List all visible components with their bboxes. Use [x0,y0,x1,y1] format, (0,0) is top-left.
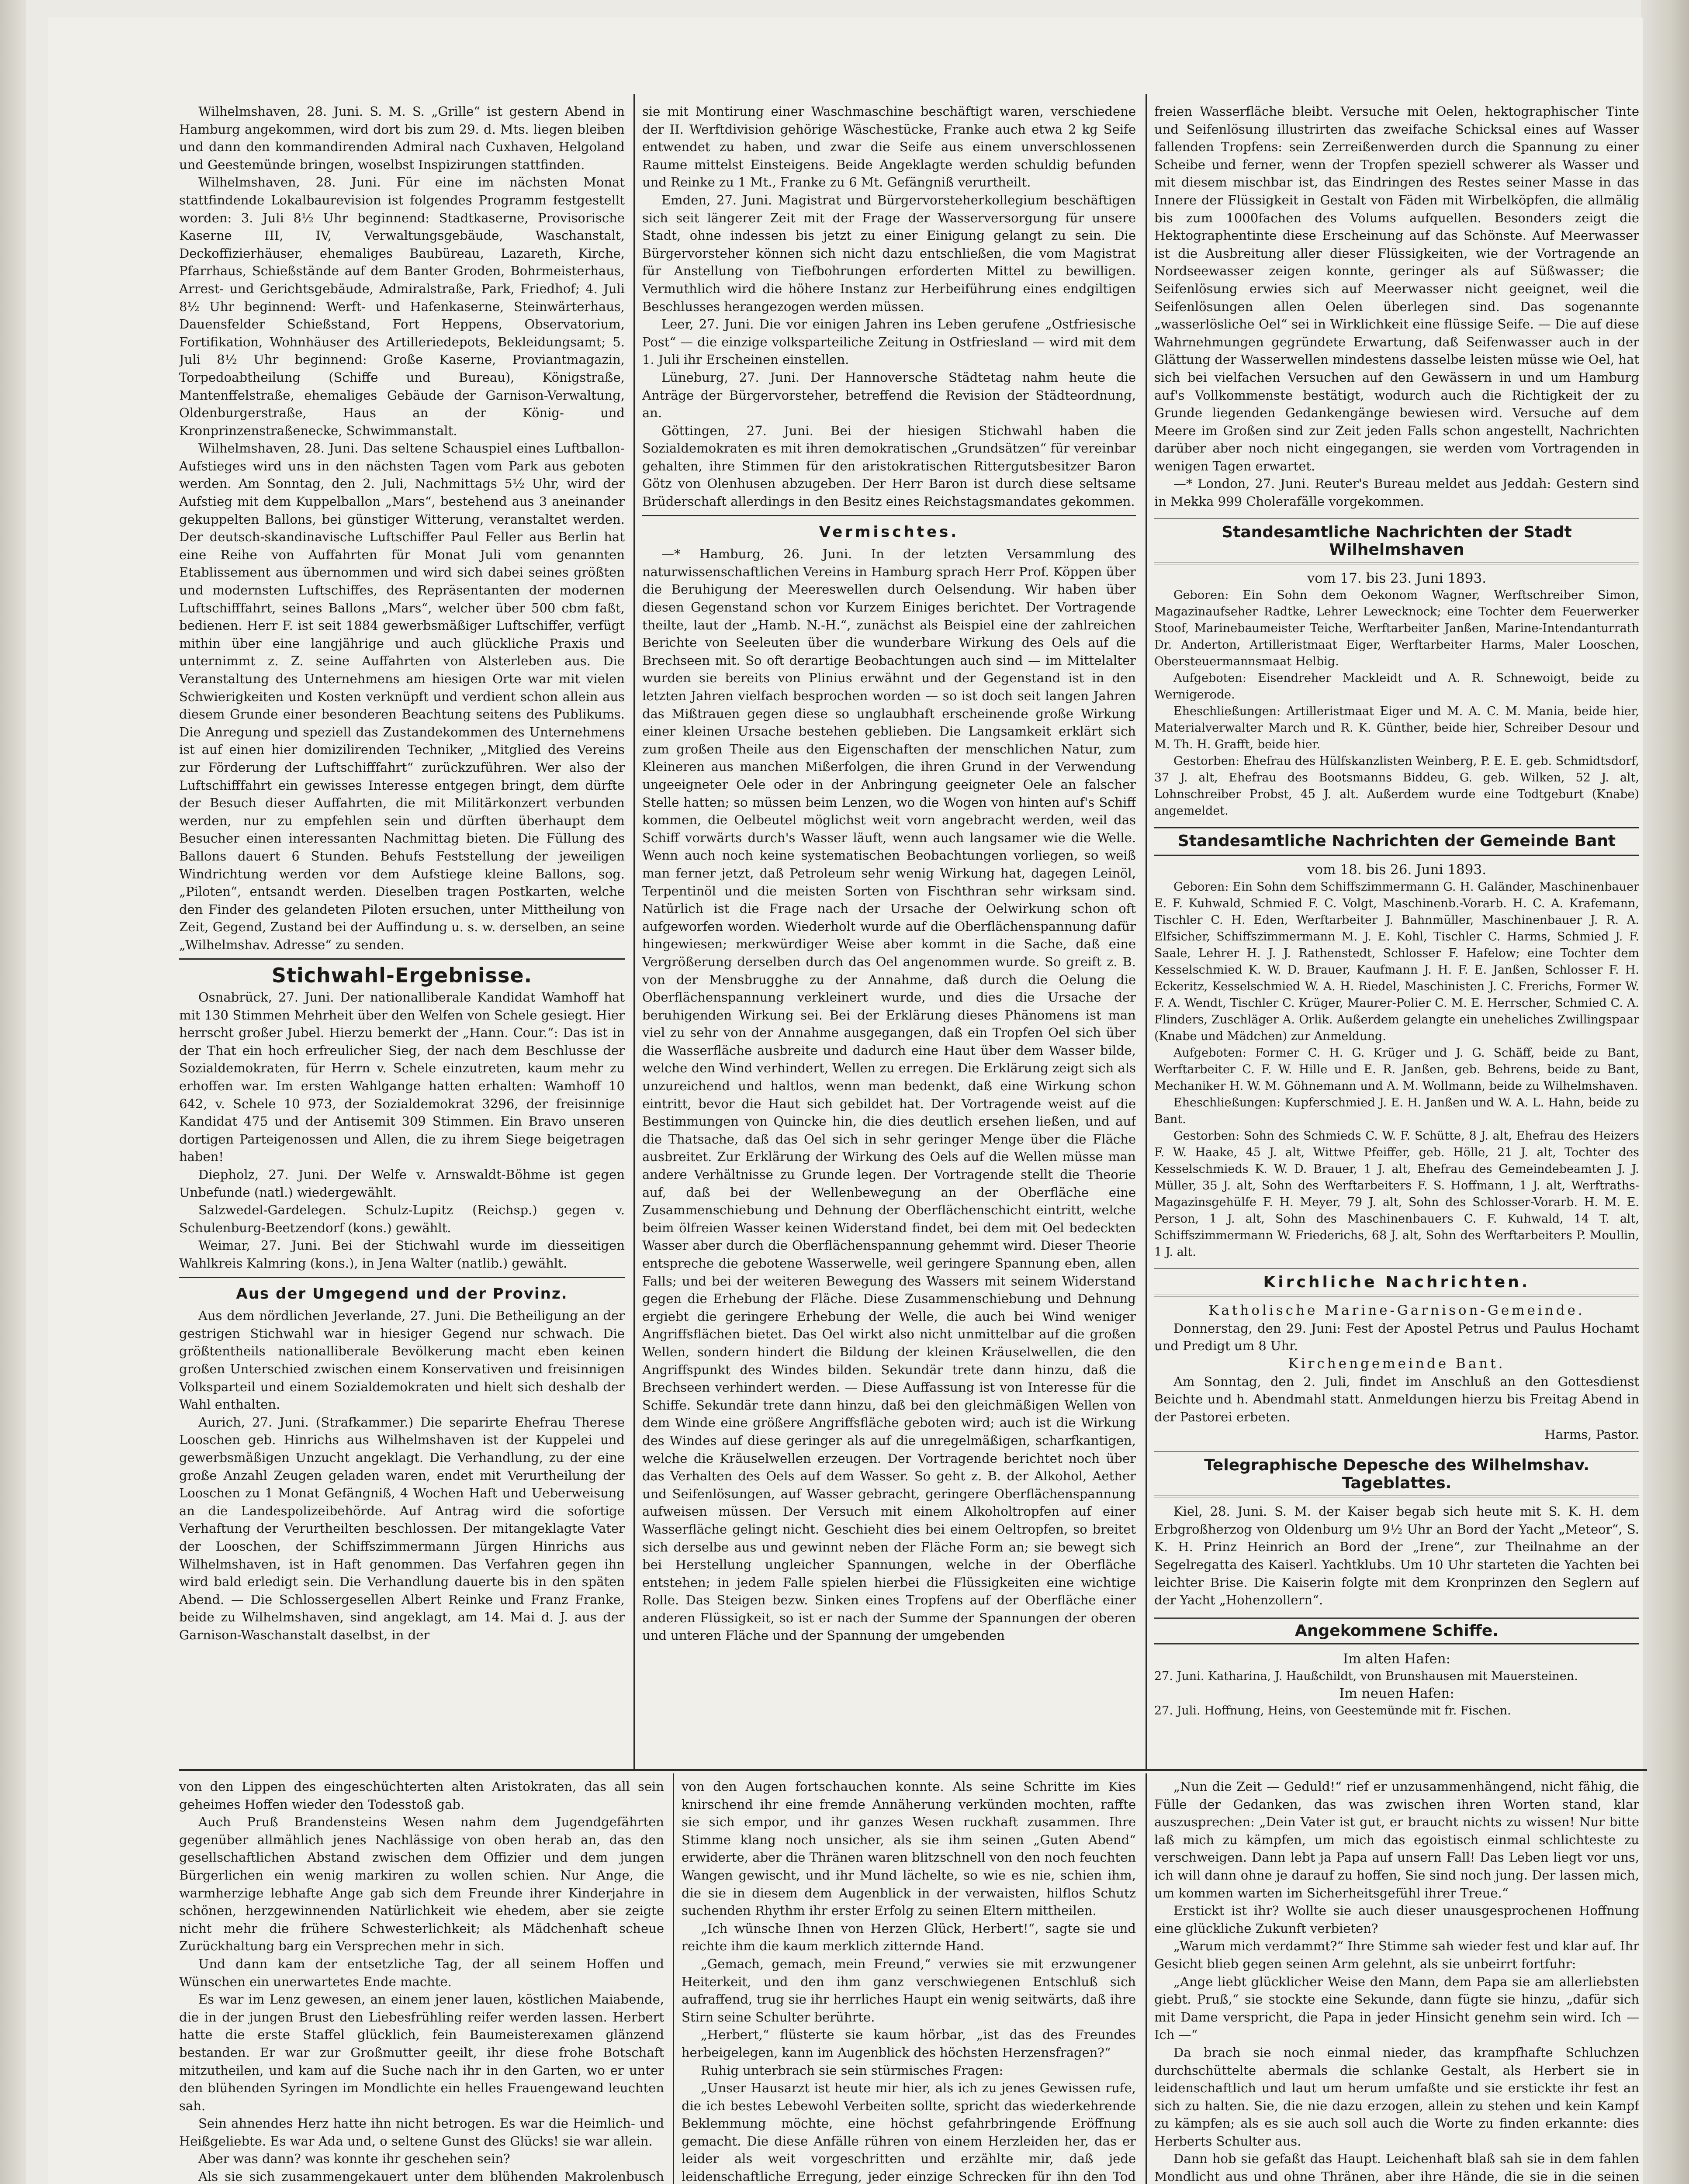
story-paragraph: Als sie sich zusammengekauert unter dem blühenden Makrolenbusch [198,2169,664,2184]
section-heading-vermischtes: Vermischtes. [819,523,959,541]
page-edge [1641,0,1689,2184]
article: Emden, 27. Juni. Magistrat und Bürgervorsteherkollegium beschäftigen sich seit längerer Zeit mit der Frage der Wasserversorgung für unsere Stadt, ohne indessen bis jetzt zu einer Einigung gelangt zu sein. Die Bürgervorsteher können sich nicht dazu entschließen, die vom Magistrat für Anstellung von Tiefbohrungen erforderten Mittel zu bewilligen. Vermuthlich wird die höhere Instanz zur Herbeiführung eines endgiltigen Beschlusses herangezogen werden müssen. [642,192,1136,314]
column-1 [179,103,625,1767]
article: sie mit Montirung einer Waschmaschine beschäftigt waren, verschiedene der II. Werftdivision gehörige Wäschestücke, Franke auch etwa 2 kg Seife entwendet zu haben, und zwar die Seife aus einem unverschlossenen Raume mittelst Einsteigens. Beide Angeklagte werden schuldig befunden und Reinke zu 1 Mt., Franke zu 6 Mt. Gefängniß verurtheilt. [642,104,1136,190]
story-paragraph: Ruhig unterbrach sie sein stürmisches Fragen: [701,2063,1004,2078]
section-rule [179,958,625,960]
ships-heading: Angekommene Schiffe. [1154,1617,1639,1645]
telegraph-heading: Telegraphische Depesche des Wilhelmshav. Tageblattes. [1154,1451,1639,1497]
column-rule-2 [1146,94,1147,1771]
article: Wilhelmshaven, 28. Juni. Das seltene Schauspiel eines Luftballon-Aufstieges wird uns in den nächsten Tagen vom Park aus geboten werden. Am Sonntag, den 2. Juli, Nachmittags 5½ Uhr, wird der Aufstieg mit dem Kuppelballon „Mars“, bestehend aus 3 aneinander gekuppelten Ballons, bei günstiger Witterung, veranstaltet werden. Der deutsch-skandinavische Luftschiffer Paul Feller aus Berlin hat eine Reihe von Auffahrten für Monat Juli vom genannten Etablissement aus übernommen und wird sich dabei seines größten und modernsten Luftschiffes, des Repräsentanten der modernen Luftschifffahrt, seines Ballons „Mars“, welcher über 500 cbm faßt, bedienen. Herr F. ist seit 1884 gewerbsmäßiger Luftschiffer, verfügt mithin über eine langjährige und auch glückliche Praxis und unternimmt z. Z. seine Auffahrten von Alsterleben aus. Die Veranstaltung des Unternehmens am hiesigen Orte war mit vielen Schwierigkeiten und Kosten verknüpft und verdient schon allein aus diesem Grunde einer besonderen Beachtung seitens des Publikums. Die Anregung und speziell das Zustandekommen des Unternehmens ist auf einen hier domizilirenden Techniker, „Mitglied des Vereins zur Förderung der Luftschifffahrt“ zurückzuführen. Wer also der Luftschifffahrt ein gewisses Interesse entgegen bringt, dem dürfte der Besuch dieser Auffahrten, die mit Militärkonzert verbunden werden, nur zu empfehlen sein und dürften überhaupt dem Besucher einen interessanten Nachmittag bieten. Die Füllung des Ballons dauert 6 Stunden. Behufs Feststellung der jeweiligen Windrichtung werden vor dem Aufstiege kleine Ballons, sog. „Piloten“, entsandt werden. Dieselben tragen Postkarten, welche den Finder des gelandeten Piloten ersuchen, unter Mittheilung von Zeit, Gegend, Zustand bei der Auffindung u. s. w. derselben, an seine „Wilhelmshav. Adresse“ zu senden. [179,441,625,952]
story-paragraph: Da brach sie noch einmal nieder, das krampfhafte Schluchzen durchschüttelte abermals die schlanke Gestalt, als Herbert sie in leidenschaftlich und laut um herum umfaßte und sie erstickte ihr fest an sich zu halten. Sie, die nie dazu erzogen, allein zu stehen und kein Kampf zu kämpfen; als es sie auch soll auch die Worte zu finden erkannte: dies Herberts Schulter aus. [1154,2045,1639,2149]
article: Göttingen, 27. Juni. Bei der hiesigen Stichwahl haben die Sozialdemokraten es mit ihren demokratischen „Grundsätzen“ für vereinbar gehalten, ihre Stimmen für den aristokratischen Rittergutsbesitzer Baron Götz von Olenhusen abzugeben. Der Herr Baron ist durch diese seltsame Brüderschaft allerdings in den Besitz eines Reichstagsmandates gekommen. [642,423,1136,509]
section-rule [179,1277,625,1278]
registry-heading-bant: Standesamtliche Nachrichten der Gemeinde Bant [1154,827,1639,856]
article: Aurich, 27. Juni. (Strafkammer.) Die separirte Ehefrau Therese Looschen geb. Hinrichs aus Wilhelmshaven ist der Kuppelei und gewerbsmäßigen Unzucht angeklagt. Die Verhandlung, zu der eine große Anzahl Zeugen geladen waren, endet mit Verurtheilung der Looschen zu 1 Monat Gefängniß, 4 Wochen Haft und Ueberweisung an die Landespolizeibehörde. Auf Antrag wird die sofortige Verhaftung der Verurtheilten beschlossen. Der mitangeklagte Vater der Looschen, der Schiffszimmermann Jürgen Hinrichs aus Wilhelmshaven, ist in Haft genommen. Das Verfahren gegen ihn wird bald erledigt sein. Die Verhandlung dauerte bis in den späten Abend. — Die Schlossergesellen Albert Reinke und Franz Franke, beide zu Wilhelmshaven, sind angeklagt, am 14. Mai d. J. aus der Garnison-Waschanstalt daselbst, in der [179,1414,625,1642]
column-rule-4 [1146,1773,1147,2184]
registry-date: vom 17. bis 23. Juni 1893. [1307,570,1487,586]
registry-entry: Geboren: Ein Sohn dem Schiffszimmermann G. H. Galänder, Maschinenbauer E. F. Kuhwald, Schmied F. C. Volgt, Maschinenb.-Vorarb. H. C. A. Krafemann, Tischler C. H. Eden, Werftarbeiter J. Bahnmüller, Maschinenbauer J. R. A. Elfsicher, Schiffszimmermann M. J. E. Kohl, Tischler C. Harms, Schmied J. F. Saale, Lehrer H. J. J. Rathenstedt, Schlosser F. Hafelow; eine Tochter dem Kesselschmied K. W. D. Brauer, Kaufmann J. H. F. E. Janßen, Schlosser F. H. Eckeritz, Kesselschmied W. A. H. Riedel, Maschinisten J. C. Frerichs, Former W. F. A. Wendt, Tischler C. Krüger, Maurer-Polier C. M. E. Herrscher, Schmied C. A. Flinders, Zuschläger A. Orlik. Außerdem gelangte ein uneheliches Zwillingspaar (Knabe und Mädchen) zur Anmeldung. [1154,880,1639,1043]
church-signature: Harms, Pastor. [1544,1427,1639,1442]
registry-heading-wilhelmshaven: Standesamtliche Nachrichten der Stadt Wilhelmshaven [1154,518,1639,564]
ship-entry: 27. Juni. Katharina, J. Haußchildt, von Brunshausen mit Mauersteinen. [1154,1669,1578,1683]
article: —* London, 27. Juni. Reuter's Bureau meldet aus Jeddah: Gestern sind in Mekka 999 Cholerafälle vorgekommen. [1154,476,1639,509]
story-paragraph: „Ich wünsche Ihnen von Herzen Glück, Herbert!“, sagte sie und reichte ihm die kaum merklich zitternde Hand. [682,1921,1136,1954]
column-rule-1 [633,94,635,1771]
article: Lüneburg, 27. Juni. Der Hannoversche Städtetag nahm heute die Anträge der Bürgervorsteher, betreffend die Revision der Städteordnung, an. [642,370,1136,421]
story-paragraph: Aber was dann? was konnte ihr geschehen sein? [198,2151,510,2167]
registry-entry: Geboren: Ein Sohn dem Oekonom Wagner, Werftschreiber Simon, Magazinaufseher Radtke, Lehrer Lewecknock; eine Tochter dem Feuerwerker Stoof, Marinebaumeister Teiche, Werftarbeiter Janßen, Marine-Intendanturrath Dr. Anderton, Artilleristmaat Eiger, Werftarbeiter Harms, Maler Looschen, Obersteuermannsmaat Helbig. [1154,588,1639,669]
article: Diepholz, 27. Juni. Der Welfe v. Arnswaldt-Böhme ist gegen Unbefunde (natl.) wiedergewählt. [179,1167,625,1200]
article: Wilhelmshaven, 28. Juni. Für eine im nächsten Monat stattfindende Lokalbaurevision ist folgendes Programm festgestellt worden: 3. Juli 8½ Uhr beginnend: Stadtkaserne, Provisorische Kaserne III, IV, Verwaltungsgebäude, Waschanstalt, Deckoffizierhäuser, ehemaliges Baubüreau, Lazareth, Kirche, Pfarrhaus, Schießstände auf dem Banter Groden, Bohrmeisterhaus, Arrest- und Gerichtsgebäude, Admiralstraße, Park, Friedhof; 4. Juli 8½ Uhr beginnend: Werft- und Hafenkaserne, Steinwärterhaus, Dauensfelder Schießstand, Fort Heppens, Observatorium, Fortifikation, Wohnhäuser des Artilleriedepots, Bekleidungsamt; 5. Juli 8½ Uhr beginnend: Große Kaserne, Proviantmagazin, Torpedoabtheilung (Schiffe und Bureau), Königstraße, Mantenffelstraße, ehemaliges Gebäude der Garnison-Verwaltung, Oldenburgerstraße, Haus an der König- und Kronprinzenstraßenecke, Schwimmanstalt. [179,175,625,438]
story-paragraph: Dann hob sie gefaßt das Haupt. Leichenhaft blaß sah sie in dem fahlen Mondlicht aus und ohne Thränen, aber ihre Hände, die sie in die seinen [1154,2151,1639,2184]
article: Osnabrück, 27. Juni. Der nationalliberale Kandidat Wamhoff hat mit 130 Stimmen Mehrheit über den Welfen von Schele gesiegt. Hier herrscht großer Jubel. Hierzu bemerkt der „Hann. Cour.“: Das ist in der That ein hoch erfreulicher Sieg, der nach dem Beschlusse der Sozialdemokraten, für Herrn v. Schele einzutreten, kaum mehr zu erhoffen war. Im ersten Wahlgange hatten erhalten: Wamhoff 10 642, v. Schele 10 973, der Sozialdemokrat 3296, der freisinnige Kandidat 475 und der Antisemit 309 Stimmen. Ein Bravo unseren dortigen Parteigenossen und Allen, die zu ihrem Siege beigetragen haben! [179,990,625,1165]
book-spine [0,0,26,2184]
story-paragraph: „Gemach, gemach, mein Freund,“ verwies sie mit erzwungener Heiterkeit, und den ihm ganz verschwiegenen Entschluß sich aufraffend, trug sie ihr herrliches Haupt ein wenig seitwärts, daß ihre Stirn seine Schulter berührte. [682,1956,1136,2025]
story-paragraph: Und dann kam der entsetzliche Tag, der all seinem Hoffen und Wünschen ein unerwartetes Ende machte. [179,1956,664,1989]
harbor-subheading: Im neuen Hafen: [1339,1685,1454,1701]
registry-entry: Aufgeboten: Former C. H. G. Krüger und J. G. Schäff, beide zu Bant, Werftarbeiter C. F. W. Hille und E. R. Janßen, geb. Behrens, beide zu Bant, Mechaniker H. W. M. Göhnemann und A. M. Wollmann, beide zu Wilhelmshaven. [1154,1046,1639,1093]
article: Weimar, 27. Juni. Bei der Stichwahl wurde im diesseitigen Wahlkreis Kalmring (kons.), in Jena Walter (natlib.) gewählt. [179,1238,625,1271]
section-rule [642,515,1136,516]
church-notice: Donnerstag, den 29. Juni: Fest der Apostel Petrus und Paulus Hochamt und Predigt um 8 Uhr. [1154,1320,1639,1354]
feuilleton-column-3 [1154,1778,1639,2184]
article: Salzwedel-Gardelegen. Schulz-Lupitz (Reichsp.) gegen v. Schulenburg-Beetzendorf (kons.) gewählt. [179,1203,625,1235]
newspaper-page [48,17,1643,2184]
registry-entry: Eheschließungen: Artilleristmaat Eiger und M. A. C. M. Mania, beide hier, Materialverwalter March und R. K. Günther, beide hier, Schreiber Desour und M. Th. H. Grafft, beide hier. [1154,705,1639,752]
section-heading-umgegend: Aus der Umgegend und der Provinz. [236,1285,568,1303]
column-rule-3 [673,1773,674,2184]
story-paragraph: „Warum mich verdammt?“ Ihre Stimme sah wieder fest und klar auf. Ihr Gesicht blieb gegen seinen Arm gelehnt, als sie unbeirrt fortfuhr: [1154,1939,1639,1971]
registry-date: vom 18. bis 26. Juni 1893. [1307,862,1487,878]
article: —* Hamburg, 26. Juni. In der letzten Versammlung des naturwissenschaftlichen Vereins in Hamburg sprach Herr Prof. Köppen über die Beruhigung der Meereswellen durch Oelsendung. Wir haben über diesen Gegenstand schon vor Kurzem Einiges berichtet. Der Vortragende theilte, laut der „Hamb. N.-H.“, zunächst als Beispiel eine der zahlreichen Berichte von Seeleuten über die wunderbare Wirkung des Oels auf die Brechseen mit. So oft derartige Beobachtungen auch sind — im Mittelalter wurden sie bereits von Plinius erwähnt und der Gegenstand ist in den letzten Jahren vielfach besprochen worden — so ist doch seit langen Jahren das Mißtrauen gegen diese so unglaubhaft erscheinende große Wirkung einer kleinen Ursache bestehen geblieben. Die Langsamkeit erklärt sich zum großen Theile aus den Eigenschaften der menschlichen Natur, zum Kleineren aus manchen Mißerfolgen, die ihren Grund in der Verwendung ungeeigneter Oele oder in der Anbringung geeigneter Oele an falscher Stelle hatten; so müssen beim Lenzen, wo die Wogen von hinten auf's Schiff kommen, die Oelbeutel möglichst weit vorn angebracht werden, weil das Schiff vorwärts durch's Wasser läuft, wenn auch langsamer wie die Welle. Wenn auch noch keine systematischen Beobachtungen vorliegen, so weiß man ferner jetzt, daß Petroleum sehr wenig Wirkung hat, dagegen Leinöl, Terpentinöl und die meisten Sorten von Fischthran sehr wirksam sind. Natürlich ist die Frage nach der Ursache der Oelwirkung schon oft aufgeworfen worden. Wiederholt wurde auf die Oberflächenspannung dafür hingewiesen; merkwürdiger Weise aber kommt in die Sache, daß eine Vergrößerung derselben durch das Oel angenommen wurde. So greift z. B. von der Mensbrugghe zu der Annahme, daß durch die Oelung die Oberflächenspannung verkleinert wurde, und dies die Ursache der beruhigenden Wirkung sei. Bei der Erklärung dieses Phänomens ist man viel zu sehr von der Annahme ausgegangen, daß ein Tropfen Oel sich über die Wasserfläche ausbreite und dadurch eine Haut über dem Wasser bilde, welche den Wind verhindert, Wellen zu erregen. Die Erklärung zeigt sich als unzureichend und haltlos, wenn man bedenkt, daß eine Wirkung schon eintritt, bevor die Haut sich gebildet hat. Der Vortragende weist auf die Bestimmungen von Quincke hin, die dies deutlich ersehen ließen, und auf die Thatsache, daß das Oel sich in sehr geringer Menge über die Fläche ausbreitet. Zur Erklärung der Wirkung des Oels auf die Wellen müsse man andere Verhältnisse zu Grunde legen. Der Vortragende stellt die Theorie auf, daß bei der Wellenbewegung an der Oberfläche eine Zusammenschiebung und Dehnung der Oberflächenschicht eintritt, welche beim ölfreien Wasser keinen Widerstand findet, bei dem mit Oel bedeckten Wasser aber durch die Oberflächenspannung gehemmt wird. Dieser Theorie entspreche die gebotene Wasserwelle, weil geringere Spannung eben, allen Falls; und bei der weiteren Bewegung des Wassers mit seinem Widerstand gegen die Erhebung der Fläche. Diese Zusammenschiebung und Dehnung ergiebt die geringere Erhebung der Welle, die auch bei Wind weniger Angriffsflächen bietet. Das Oel wirkt also nicht unmittelbar auf die großen Wellen, sondern hindert die Bildung der kleinen Kräuselwellen, die den Angriffspunkt des Windes bilden. Sekundär trete dann hinzu, daß die Brechseen verhindert werden. — Diese Auffassung ist von Interesse für die Schiffe. Sekundär trete dann hinzu, daß bei den gleichmäßigen Wellen von dem Winde eine größere Angriffsfläche geboten wird; auch ist die Wirkung des Windes auf diese geringer als auf die unregelmäßigen, scharfkantigen, welche die Kräuselwellen erzeugen. Der Vortragende berichtet noch über das Verhalten des Oels auf dem Wasser. So geht z. B. der Alkohol, Aether und Seifenlösungen, auf Wasser gebracht, geringere Oberflächenspannung aufweisen müssen. Der Versuch mit einem Alkoholtropfen auf einer Wasserfläche gelingt nicht. Geschieht dies bei einem Oeltropfen, so breitet sich derselbe aus und gewinnt neben der Fläche Form an; sie bewegt sich bei Herstellung ungleicher Spannungen, welche in der Oberfläche entstehen; in jedem Falle spielen hierbei die Flüssigkeiten eine wichtige Rolle. Das Steigen bezw. Sinken eines Tropfens auf der Oberfläche einer anderen Flüssigkeit, so ist er nach der Summe der Spannungen der oberen und unteren Fläche und der Spannung der umgebenden [642,546,1136,1643]
section-heading-stichwahl: Stichwahl-Ergebnisse. [271,963,533,987]
ship-entry: 27. Juli. Hoffnung, Heins, von Geestemünde mit fr. Fischen. [1154,1704,1511,1717]
story-paragraph: „Nun die Zeit — Geduld!“ rief er unzusammenhängend, nicht fähig, die Fülle der Gedanken, das was zwischen ihren Worten stand, klar auszusprechen: „Dein Vater ist gut, er braucht nichts zu wissen! Nur bitte laß mich zu kämpfen, um mich das egoistisch einmal schlichteste zu verschweigen. Dann lebt ja Papa auf unsern Fall! Das Leben liegt vor uns, ich will dann ohne je darauf zu hoffen, Sie sind noch jung. Der lassen mich, um kommen warten im Sicherheitsgefühl ihrer Treue.“ [1154,1779,1639,1901]
story-paragraph: Es war im Lenz gewesen, an einem jener lauen, köstlichen Maiabende, die in der jungen Brust den Liebesfrühling reifer werden lassen. Herbert hatte die erste Staffel glücklich, fein Baumeisterexamen glänzend bestanden. Er war zur Großmutter geeilt, ihr diese frohe Botschaft mitzutheilen, und kam auf die Suche nach ihr in den Garten, wo er unter den blühenden Syringen im Mondlichte ein helles Frauengewand leuchten sah. [179,1992,664,2113]
story-paragraph: Auch Pruß Brandensteins Wesen nahm dem Jugendgefährten gegenüber allmählich jenes Nachlässige von oben herab an, das den gesellschaftlichen Abstand zwischen dem Offizier und dem jungen Bürgerlichen ein wenig markiren zu wollen schien. Nur Ange, die warmherzige lebhafte Ange gab sich dem Freunde ihrer Kinderjahre in schönen, herzgewinnenden Natürlichkeit wie ehedem, aber sie zeigte nicht mehr die frühere Schwesterlichkeit; als Mädchenhaft scheue Zurückhaltung barg ein Versprechen mehr in sich. [179,1814,664,1954]
telegraph-text: Kiel, 28. Juni. S. M. der Kaiser begab sich heute mit S. K. H. dem Erbgroßherzog von Oldenburg um 9½ Uhr an Bord der Yacht „Meteor“, S. K. H. Prinz Heinrich an Bord der „Irene“, zur Theilnahme an der Segelregatta des Kaiserl. Yachtklubs. Um 10 Uhr starteten die Yachten bei leichter Brise. Die Kaiserin folgte mit dem Kronprinzen den Seglern auf der Yacht „Hohenzollern“. [1154,1504,1639,1608]
feuilleton-column-2 [682,1778,1136,2184]
story-paragraph: „Ange liebt glücklicher Weise den Mann, dem Papa sie am allerliebsten giebt. Pruß,“ sie stockte eine Sekunde, dann fügte sie hinzu, „dafür sich mit Dame verspricht, die Papa in jeder Hinsicht genehm sein wird. Ich — Ich —“ [1154,1974,1639,2042]
feuilleton-separator [179,1769,1647,1771]
church-notice: Am Sonntag, den 2. Juli, findet im Anschluß an den Gottesdienst Beichte und h. Abendmahl statt. Anmeldungen hierzu bis Freitag Abend in der Pastorei erbeten. [1154,1374,1639,1424]
column-3 [1154,103,1639,1767]
church-news-heading: Kirchliche Nachrichten. [1154,1268,1639,1297]
column-2 [642,103,1136,1767]
story-paragraph: von den Augen fortschauchen konnte. Als seine Schritte im Kies knirschend ihr eine fremde Annäherung verkünden mochten, raffte sie sich empor, und ihr ganzes Wesen ruckhaft zusammen. Ihre Stimme klang noch unsicher, als sie ihm seinen „Guten Abend“ erwiderte, aber die Thränen waren blitzschnell von den noch feuchten Wangen gewischt, und ihr Mund lächelte, so wie es nie, schien ihm, die sie in diesem dem Augenblick in der verwaisten, hilflos Schutz suchenden Rhythm ihr erster Erfolg zu seinen Eltern mittheilen. [682,1779,1136,1918]
registry-entry: Eheschließungen: Kupferschmied J. E. H. Janßen und W. A. L. Hahn, beide zu Bant. [1154,1095,1639,1126]
story-paragraph: „Herbert,“ flüsterte sie kaum hörbar, „ist das des Freundes herbeigelegen, kann im Augenblick des höchsten Herzensfragen?“ [682,2027,1136,2060]
story-paragraph: Sein ahnendes Herz hatte ihn nicht betrogen. Es war die Heimlich- und Heißgeliebte. Es war Ada und, o seltene Gunst des Glücks! sie war allein. [179,2116,664,2149]
story-paragraph: von den Lippen des eingeschüchterten alten Aristokraten, das all sein geheimes Hoffen wieder den Todesstoß gab. [179,1779,664,1812]
harbor-subheading: Im alten Hafen: [1343,1651,1451,1667]
church-subheading: Katholische Marine-Garnison-Gemeinde. [1208,1303,1585,1319]
church-subheading: Kirchengemeinde Bant. [1288,1356,1506,1372]
article: freien Wasserfläche bleibt. Versuche mit Oelen, hektographischer Tinte und Seifenlösung illustrirten das zweifache Schicksal eines auf Wasser fallenden Tropfens: sein Zerreißenwerden durch die Spannung zu einer Scheibe und ferner, wenn der Tropfen speziell schwerer als Wasser und mit diesem mischbar ist, das Eindringen des Restes seiner Masse in das Innere der Flüssigkeit in Gestalt von Fäden mit Wirbelköpfen, die allmälig bis zum 1000fachen des Volums aufquellen. Besonders zeigt die Hektographentinte diese Erscheinung auf das Schönste. Auf Meerwasser ist die Ausbreitung aller dieser Flüssigkeiten, wie der Vortragende an Nordseewasser zeigen konnte, geringer als auf Süßwasser; die Seifenlösung erwies sich auf Meerwasser nicht geeignet, weil die Seifenlösungen allen Oelen überlegen sind. Das sogenannte „wasserlösliche Oel“ sei in Wirklichkeit eine flüssige Seife. — Die auf diese Wahrnehmungen gegründete Erwartung, daß Seifenwasser auch in der Glättung der Wasserwellen mindestens dasselbe leisten müsse wie Oel, hat sich bei vielfachen Versuchen auf den Gewässern in und um Hamburg auf's Vollkommenste bestätigt, wodurch auch die Richtigkeit der zu Grunde liegenden Gedankengänge bewiesen wird. Versuche auf dem Meere im Großen sind zur Zeit jeden Falls schon angestellt, Nachrichten darüber aber noch nicht eingegangen, sie werden vom Vortragenden in wenigen Tagen erwartet. [1154,104,1639,473]
article: Wilhelmshaven, 28. Juni. S. M. S. „Grille“ ist gestern Abend in Hamburg angekommen, wird dort bis zum 29. d. Mts. liegen bleiben und dann den kommandirenden Admiral nach Cuxhaven, Helgoland und Geestemünde bringen, woselbst Inspizirungen stattfinden. [179,104,625,172]
article: Aus dem nördlichen Jeverlande, 27. Juni. Die Betheiligung an der gestrigen Stichwahl war in hiesiger Gegend nur schwach. Die größtentheils nationalliberale Bevölkerung macht eben keinen großen Unterschied zwischen einem Konservativen und freisinnigen Volksparteil und einem Sozialdemokraten und hielt sich deshalb der Wahl enthalten. [179,1308,625,1412]
story-paragraph: „Unser Hausarzt ist heute mir hier, als ich zu jenes Gewissen rufe, die ich bestes Lebewohl Verbeiten sollte, spricht das wiederkehrende Beklemmung möchte, eine höchst gefahrbringende Eröffnung gemacht. Die diese Anfälle rühren von einem Herzleiden her, das er leider als weit vorgeschritten und erzählte mir, daß jede leidenschaftliche Erregung, jeder einzige Schrecken für ihn den Tod [682,2080,1136,2184]
story-paragraph: Erstickt ist ihr? Wollte sie auch dieser unausgesprochenen Hoffnung eine glückliche Zukunft verbieten? [1154,1903,1639,1936]
registry-entry: Aufgeboten: Eisendreher Mackleidt und A. R. Schnewoigt, beide zu Wernigerode. [1154,671,1639,702]
registry-entry: Gestorben: Ehefrau des Hülfskanzlisten Weinberg, P. E. E. geb. Schmidtsdorf, 37 J. alt, Ehefrau des Bootsmanns Biddeu, G. geb. Wilken, 52 J. alt, Lohnschreiber Probst, 45 J. alt. Außerdem wurde eine Todtgeburt (Knabe) angemeldet. [1154,754,1639,818]
feuilleton-column-1 [179,1778,664,2184]
registry-entry: Gestorben: Sohn des Schmieds C. W. F. Schütte, 8 J. alt, Ehefrau des Heizers F. W. Haake, 45 J. alt, Wittwe Pfeiffer, geb. Hölle, 21 J. alt, Tochter des Kesselschmieds K. W. D. Brauer, 1 J. alt, Ehefrau des Gemeindebeamten J. J. Müller, 35 J. alt, Sohn des Werftarbeiters F. S. Hoffmann, 1 J. alt, Werftraths-Magazinsgehülfe F. H. Meyer, 79 J. alt, Sohn des Schlosser-Vorarb. H. M. E. Person, 1 J. alt, Sohn des Maschinenbauers C. F. Kuhwald, 14 T. alt, Schiffszimmermann W. Friederichs, 68 J. alt, Sohn des Werftarbeiters P. Moullin, 1 J. alt. [1154,1129,1639,1259]
article: Leer, 27. Juni. Die vor einigen Jahren ins Leben gerufene „Ostfriesische Post“ — die einzige volksparteiliche Zeitung in Ostfriesland — wird mit dem 1. Juli ihr Erscheinen einstellen. [642,317,1136,367]
